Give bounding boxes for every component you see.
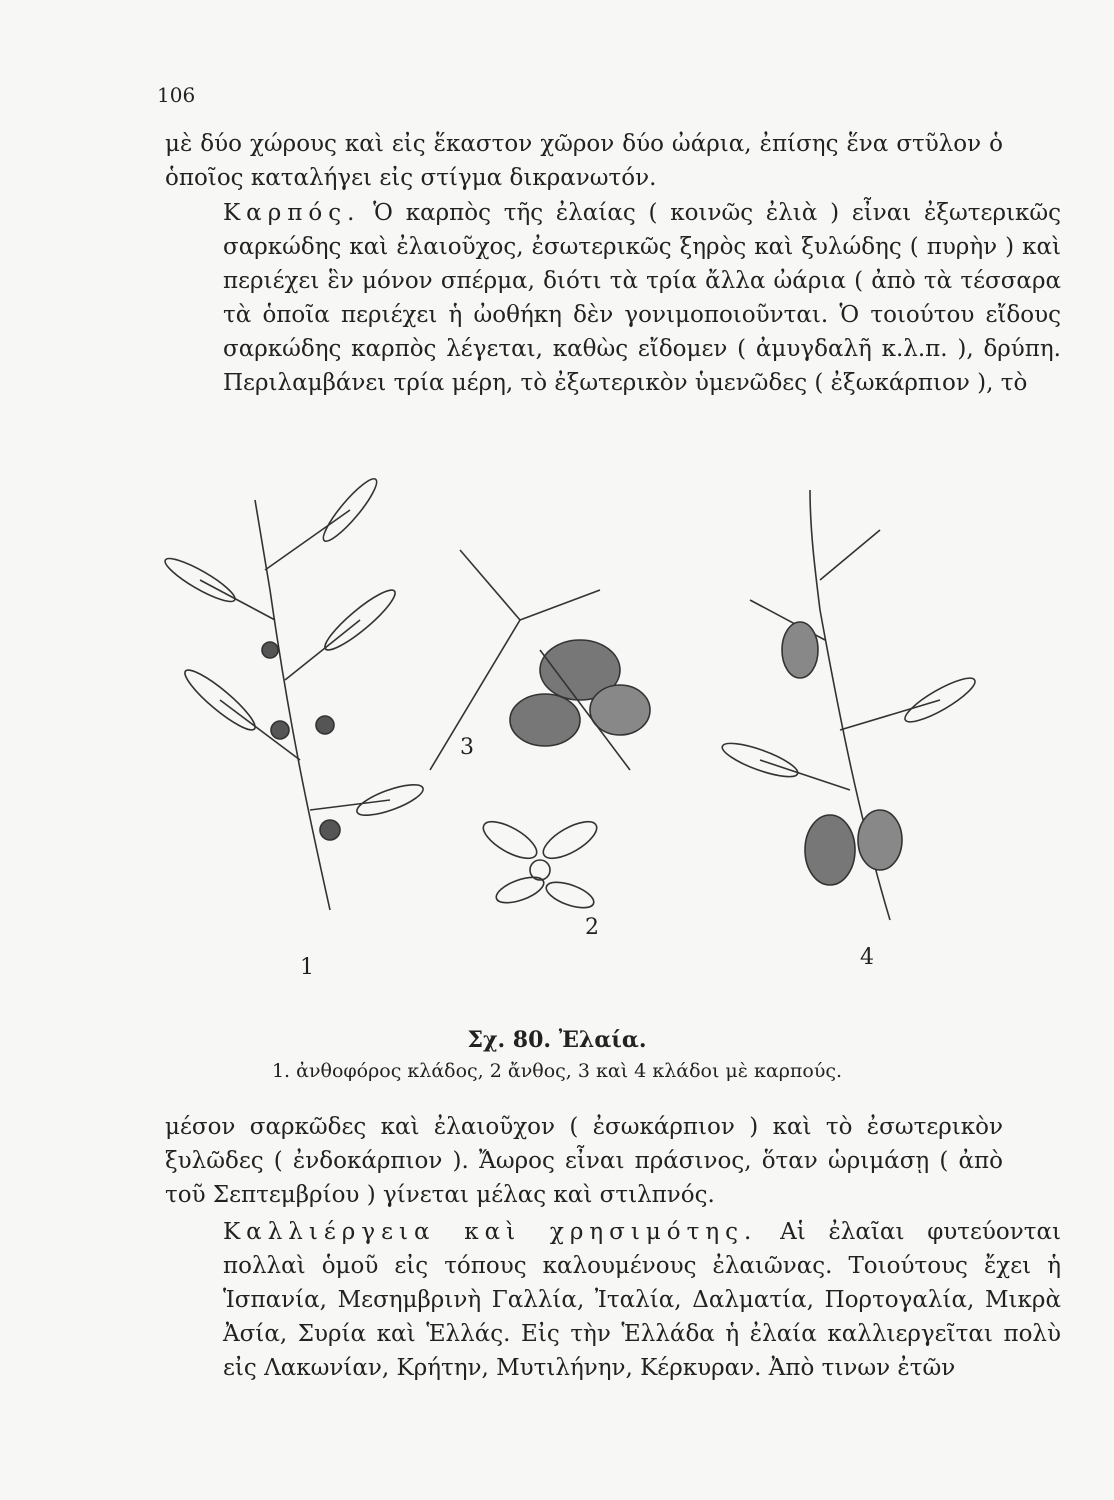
figure-label-2: 2 <box>585 915 599 940</box>
figure-label-1: 1 <box>300 955 314 980</box>
fruit-branch-4-drawing <box>719 490 980 920</box>
olive-illustration <box>160 470 1000 990</box>
fruit-heading: Καρπός. <box>223 200 361 226</box>
cultivation-text: Αἱ ἐλαῖαι φυτεύονται πολλαὶ ὁμοῦ εἰς τόπους καλουμένους ἐλαιῶνας. Τοιούτους ἔχει ἡ Ἱσπανία, Μεσημβρινὴ Γαλλία, Ἰταλία, Δαλματία, Πορτογαλία, Μικρὰ Ἀσία, Συρία καὶ Ἑλλάς. Εἰς τὴν Ἑλλάδα ἡ ἐλαία καλλιεργεῖται πολὺ εἰς Λακωνίαν, Κρήτην, Μυτιλήνην, Κέρκυραν. Ἀπὸ τινων ἐτῶν <box>223 1219 1061 1381</box>
figure-label-4: 4 <box>860 945 874 970</box>
paragraph-fruit <box>165 196 1061 400</box>
olive-drawing <box>160 470 1000 990</box>
flower-drawing <box>478 815 602 913</box>
cultivation-heading: Καλλιέργεια καὶ χρησιμότης. <box>223 1219 758 1245</box>
flowering-branch-drawing <box>161 474 426 910</box>
fruit-text: Ὁ καρπὸς τῆς ἐλαίας ( κοινῶς ἐλιὰ ) εἶναι ἐξωτερικῶς σαρκώδης καὶ ἐλαιοῦχος, ἐσωτερικῶς ξηρὸς καὶ ξυλώδης ( πυρὴν ) καὶ περιέχει ἓν μόνον σπέρμα, διότι τὰ τρία ἄλλα ὠάρια ( ἀπὸ τὰ τέσσαρα τὰ ὁποῖα περιέχει ἡ ὠοθήκη δὲν γονιμοποιοῦνται. Ὁ τοιούτου εἴδους σαρκώδης καρπὸς λέγεται, καθὼς εἴδομεν ( ἀμυγδαλῆ κ.λ.π. ), δρύπη. Περιλαμβάνει τρία μέρη, τὸ ἐξωτερικὸν ὑμενῶδες ( ἐξωκάρπιον ), τὸ <box>223 200 1061 396</box>
paragraph-intro: μὲ δύο χώρους καὶ εἰς ἕκαστον χῶρον δύο ὠάρια, ἐπίσης ἕνα στῦλον ὁ ὁποῖος καταλήγει εἰς στίγμα δικρανωτόν. <box>165 131 1003 191</box>
paragraph-cultivation <box>165 1215 1061 1385</box>
paragraph-continuation: μέσον σαρκῶδες καὶ ἐλαιοῦχον ( ἐσωκάρπιον ) καὶ τὸ ἐσωτερικὸν ξυλῶδες ( ἐνδοκάρπιον ). Ἄωρος εἶναι πράσινος, ὅταν ὡριμάσῃ ( ἀπὸ τοῦ Σεπτεμβρίου ) γίνεται μέλας καὶ στιλπνός. <box>165 1114 1003 1208</box>
page-number: 106 <box>157 83 196 107</box>
figure-label-3: 3 <box>460 735 474 760</box>
figure-caption-title: Σχ. 80. Ἐλαία. <box>467 1027 647 1053</box>
figure-caption-text: 1. ἀνθοφόρος κλάδος, 2 ἄνθος, 3 καὶ 4 κλάδοι μὲ καρπούς. <box>271 1060 843 1082</box>
